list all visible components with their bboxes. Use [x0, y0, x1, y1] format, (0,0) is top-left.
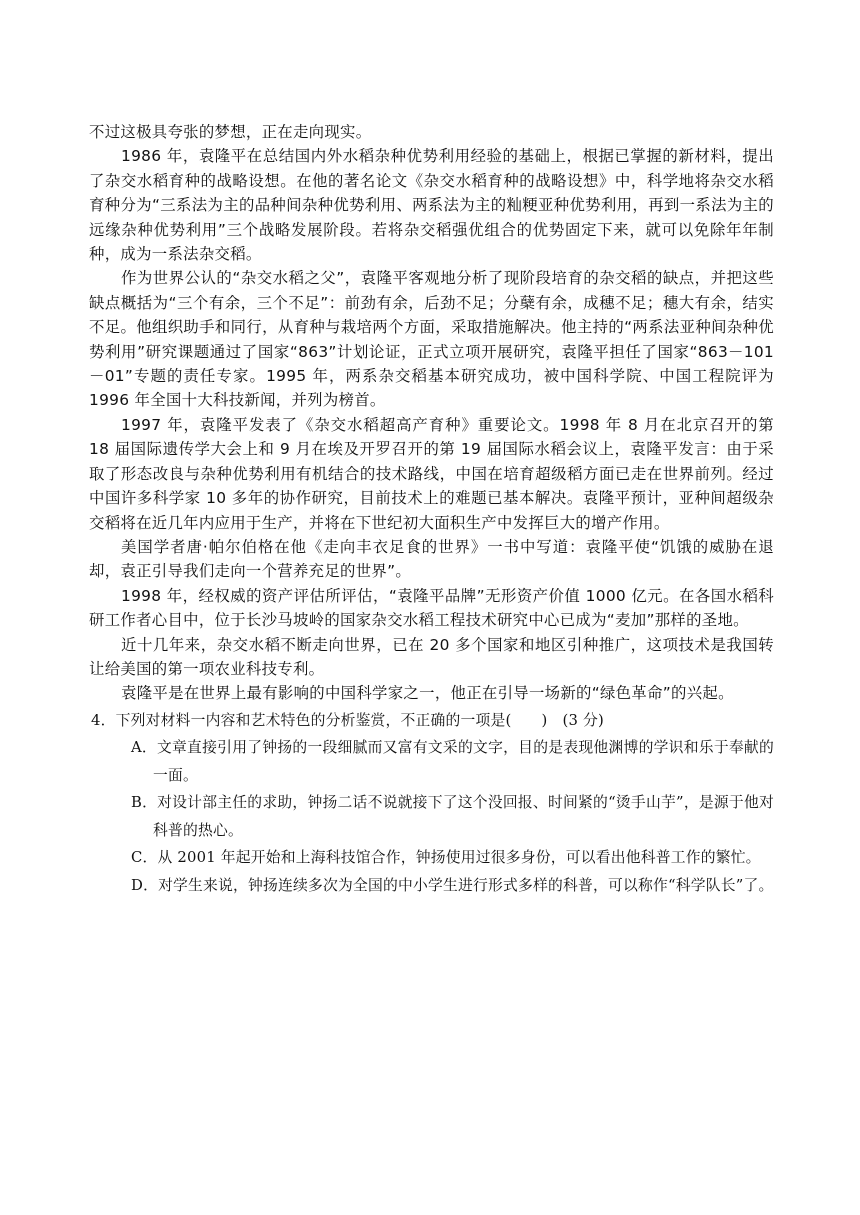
option-c — [99, 844, 774, 872]
option-text: 对设计部主任的求助，钟扬二话不说就接下了这个没回报、时间紧的“烫手山芋”，是源于他对科普的热心。 — [153, 794, 774, 839]
paragraph: 1986 年，袁隆平在总结国内外水稻杂种优势利用经验的基础上，根据已掌握的新材料，提出了杂交水稻育种的战略设想。在他的著名论文《杂交水稻育种的战略设想》中，科学地将杂交水稻育种分为“三系法为主的品种间杂种优势利用、两系法为主的籼粳亚种优势利用，再到一系法为主的远缘杂种优势利用”三个战略发展阶段。若将杂交稻强优组合的优势固定下来，就可以免除年年制种，成为一系法杂交稻。 — [89, 147, 774, 264]
paragraph: 袁隆平是在世界上最有影响的中国科学家之一，他正在引导一场新的“绿色革命”的兴起。 — [121, 684, 734, 703]
option-b — [99, 789, 774, 844]
paragraph: 1998 年，经权威的资产评估所评估，“袁隆平品牌”无形资产价值 1000 亿元。在各国水稻科研工作者心目中，位于长沙马坡岭的国家杂交水稻工程技术研究中心已成为“麦加”那样的圣地。 — [89, 586, 774, 630]
option-text: 对学生来说，钟扬连续多次为全国的中小学生进行形式多样的科普，可以称作“科学队长”了。 — [158, 876, 774, 894]
option-d — [99, 872, 774, 900]
option-text: 从 2001 年起开始和上海科技馆合作，钟扬使用过很多身份，可以看出他科普工作的繁忙。 — [157, 849, 761, 867]
paragraph: 近十几年来，杂交水稻不断走向世界，已在 20 多个国家和地区引种推广，这项技术是我国转让给美国的第一项农业科技专利。 — [89, 635, 774, 678]
option-text: 文章直接引用了钟扬的一段细腻而又富有文采的文字，目的是表现他渊博的学识和乐于奉献的一面。 — [153, 739, 774, 784]
option-letter: C． — [131, 849, 158, 867]
option-letter: A． — [131, 739, 157, 757]
question-stem: 4．下列对材料一内容和艺术特色的分析鉴赏，不正确的一项是( ) (3 分) — [91, 711, 604, 729]
document-page — [89, 120, 774, 899]
paragraph: 1997 年，袁隆平发表了《杂交水稻超高产育种》重要论文。1998 年 8 月在北京召开的第 18 届国际遗传学大会上和 9 月在埃及开罗召开的第 19 届国际水稻会议上，袁隆平发言：由于采取了形态改良与杂种优势利用有机结合的技术路线，中国在培育超级稻方面已走在世界前列。经过中国许多科学家 10 多年的协作研究，目前技术上的难题已基本解决。袁隆平预计，亚种间超级杂交稻将在近几年内应用于生产，并将在下世纪初大面积生产中发挥巨大的增产作用。 — [89, 415, 774, 532]
option-a — [99, 734, 774, 789]
reading-passage — [89, 120, 774, 706]
option-letter: D． — [131, 876, 159, 894]
paragraph: 不过这极具夸张的梦想，正在走向现实。 — [89, 123, 372, 141]
paragraph: 作为世界公认的“杂交水稻之父”，袁隆平客观地分析了现阶段培育的杂交稻的缺点，并把这些缺点概括为“三个有余，三个不足”：前劲有余，后劲不足；分蘖有余，成穗不足；穗大有余，结实不足。他组织助手和同行，从育种与栽培两个方面，采取措施解决。他主持的“两系法亚种间杂种优势利用”研究课题通过了国家“863”计划论证，正式立项开展研究，袁隆平担任了国家“863－101－01”专题的责任专家。1995 年，两系杂交稻基本研究成功，被中国科学院、中国工程院评为 1996 年全国十大科技新闻，并列为榜首。 — [89, 269, 774, 410]
question-block — [89, 707, 774, 900]
paragraph: 美国学者唐·帕尔伯格在他《走向丰衣足食的世界》一书中写道：袁隆平使“饥饿的威胁在退却，袁正引导我们走向一个营养充足的世界”。 — [89, 537, 774, 581]
option-letter: B． — [131, 794, 158, 812]
